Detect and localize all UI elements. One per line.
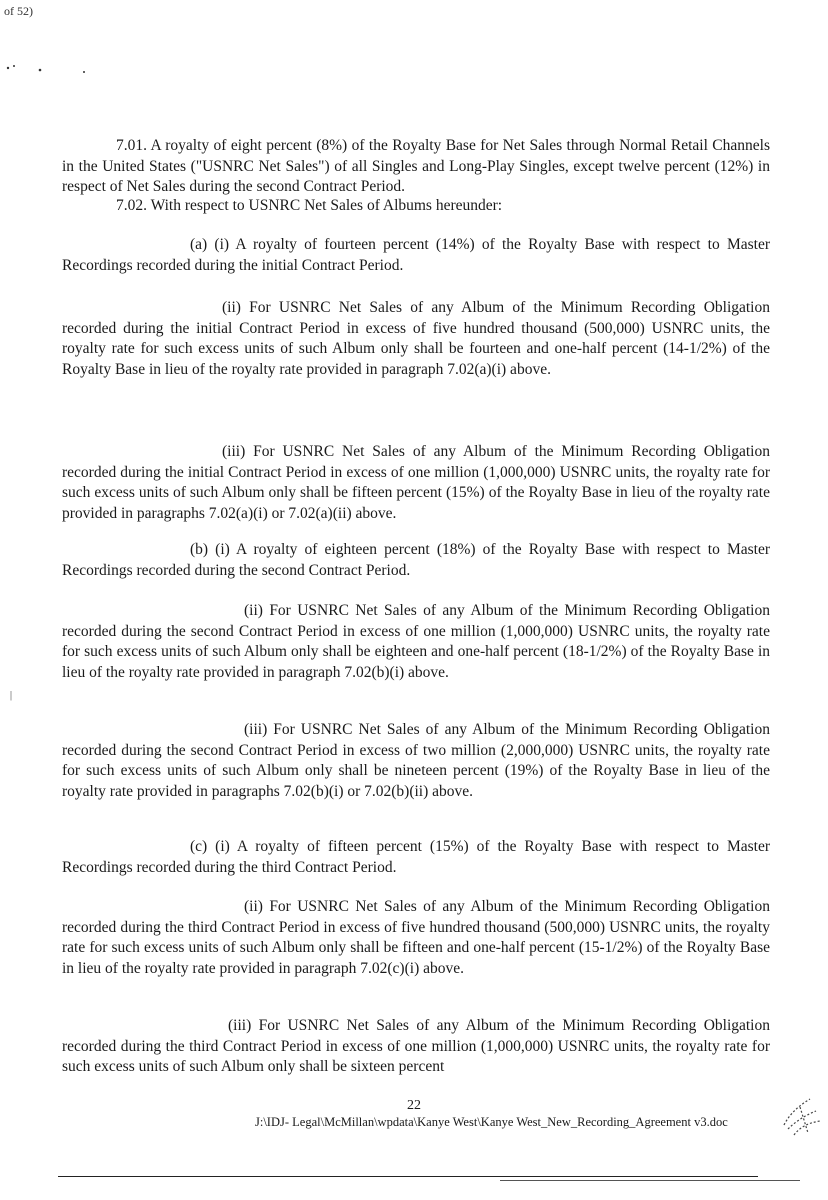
paragraph-7-02-b-ii: (ii) For USNRC Net Sales of any Album of the Minimum Recording Obligation recorded during the second Contract Period in excess of one million (1,000,000) USNRC units, the royalty rate for such excess units of such Album only shall be eighteen and one-half percent (18-1/2%) of the Royalty Base in lieu of the royalty rate provided in paragraph 7.02(b)(i) above. [62,602,770,681]
paragraph-7-02-b-iii: (iii) For USNRC Net Sales of any Album of the Minimum Recording Obligation recorded during the second Contract Period in excess of two million (2,000,000) USNRC units, the royalty rate for such excess units of such Album only shall be nineteen percent (19%) of the Royalty Base in lieu of the royalty rate provided in paragraphs 7.02(b)(i) or 7.02(b)(ii) above. [62,721,770,800]
bottom-rule-secondary [500,1180,800,1181]
paragraph-7-01: 7.01. A royalty of eight percent (8%) of the Royalty Base for Net Sales through Normal Retail Channels in the United States ("USNRC Net Sales") of all Singles and Long-Play Singles, except twelve percent (12%) in respect of Net Sales during the second Contract Period. [62,137,770,195]
page-number: 22 [407,1098,421,1113]
paragraph-7-02-a-iii: (iii) For USNRC Net Sales of any Album of the Minimum Recording Obligation recorded during the initial Contract Period in excess of one million (1,000,000) USNRC units, the royalty rate for such excess units of such Album only shall be fifteen percent (15%) of the Royalty Base in lieu of the royalty rate provided in paragraphs 7.02(a)(i) or 7.02(a)(ii) above. [62,443,770,522]
paragraph-7-02-c-ii: (ii) For USNRC Net Sales of any Album of the Minimum Recording Obligation recorded during the third Contract Period in excess of five hundred thousand (500,000) USNRC units, the royalty rate for such excess units of such Album only shall be fifteen and one-half percent (15-1/2%) of the Royalty Base in lieu of the royalty rate provided in paragraph 7.02(c)(i) above. [62,898,770,977]
paragraph-7-02-a-ii: (ii) For USNRC Net Sales of any Album of the Minimum Recording Obligation recorded during the initial Contract Period in excess of five hundred thousand (500,000) USNRC units, the royalty rate for such excess units of such Album only shall be fourteen and one-half percent (14-1/2%) of the Royalty Base in lieu of the royalty rate provided in paragraph 7.02(a)(i) above. [62,299,770,378]
scan-specks [0,60,120,110]
paragraph-7-02-b-i: (b) (i) A royalty of eighteen percent (18%) of the Royalty Base with respect to Master Recordings recorded during the second Contract Period. [62,541,770,579]
paragraph-7-02-c-iii: (iii) For USNRC Net Sales of any Album of the Minimum Recording Obligation recorded during the third Contract Period in excess of one million (1,000,000) USNRC units, the royalty rate for such excess units of such Album only shall be sixteen percent [62,1017,770,1075]
file-path: J:\IDJ- Legal\McMillan\wpdata\Kanye West\Kanye West_New_Recording_Agreement v3.doc [255,1115,728,1129]
paragraph-7-02: 7.02. With respect to USNRC Net Sales of Albums hereunder: [116,197,503,214]
margin-mark: | [10,690,13,701]
initials-signature [770,1085,826,1145]
bottom-rule [58,1176,758,1177]
paragraph-7-02-a-i: (a) (i) A royalty of fourteen percent (14%) of the Royalty Base with respect to Master Recordings recorded during the initial Contract Period. [62,236,770,274]
page-reference: of 52) [4,4,33,18]
paragraph-7-02-c-i: (c) (i) A royalty of fifteen percent (15%) of the Royalty Base with respect to Master Recordings recorded during the third Contract Period. [62,838,770,876]
